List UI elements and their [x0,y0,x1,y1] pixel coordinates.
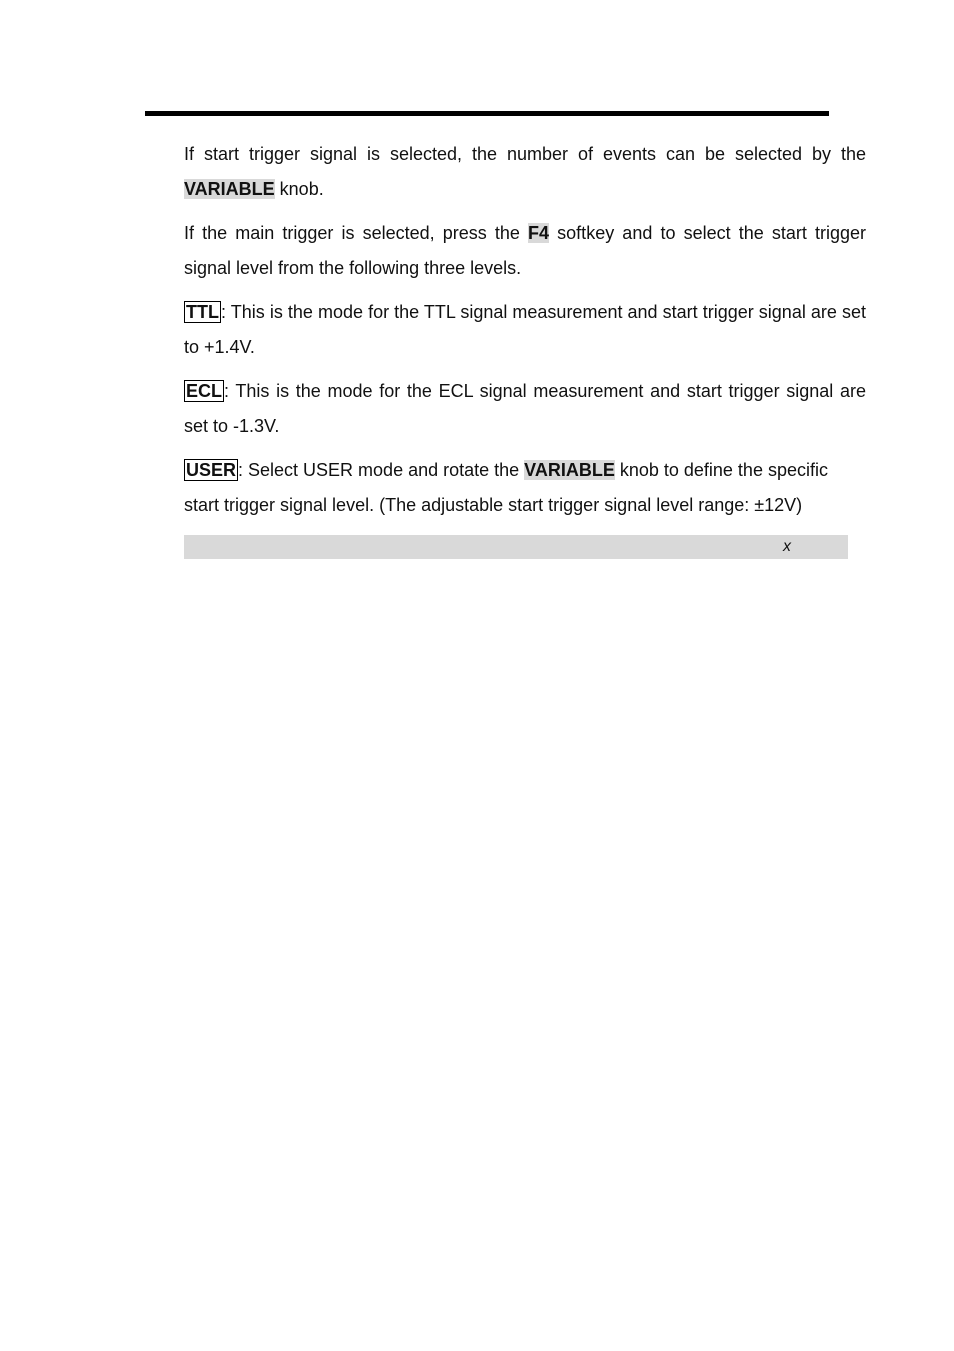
mode-ttl [184,295,866,365]
paragraph-events [184,137,866,207]
footer-mark: x [783,538,791,555]
mode-user [184,453,866,523]
paragraph-text: softkey and to select the start trigger signal level from the following three levels. [184,223,866,278]
ecl-key-label: ECL [186,381,222,401]
document-body [184,137,866,532]
footer-bar [184,535,848,559]
paragraph-text: If the main trigger is selected, press the [184,223,529,243]
f4-softkey-label: F4 [528,223,550,243]
variable-knob-label: VARIABLE [524,460,615,480]
mode-ecl [184,374,866,444]
user-key-label: USER [186,460,237,480]
variable-knob-label: VARIABLE [184,179,275,199]
paragraph-text: If start trigger signal is selected, the number of events can be selected by the [184,144,866,164]
mode-description: : This is the mode for the ECL signal measurement and start trigger signal are set to -1.3V. [184,381,866,436]
paragraph-main-trigger [184,216,866,286]
mode-description: : This is the mode for the TTL signal measurement and start trigger signal are set to +1.4V. [184,302,866,357]
mode-description: knob to define the specific start trigger signal level. (The adjustable start trigger signal level range: ±12V) [184,460,828,515]
header-rule [145,111,829,116]
mode-description: : Select USER mode and rotate the [238,460,525,480]
ttl-key-label: TTL [186,302,219,322]
paragraph-text: knob. [274,179,324,199]
